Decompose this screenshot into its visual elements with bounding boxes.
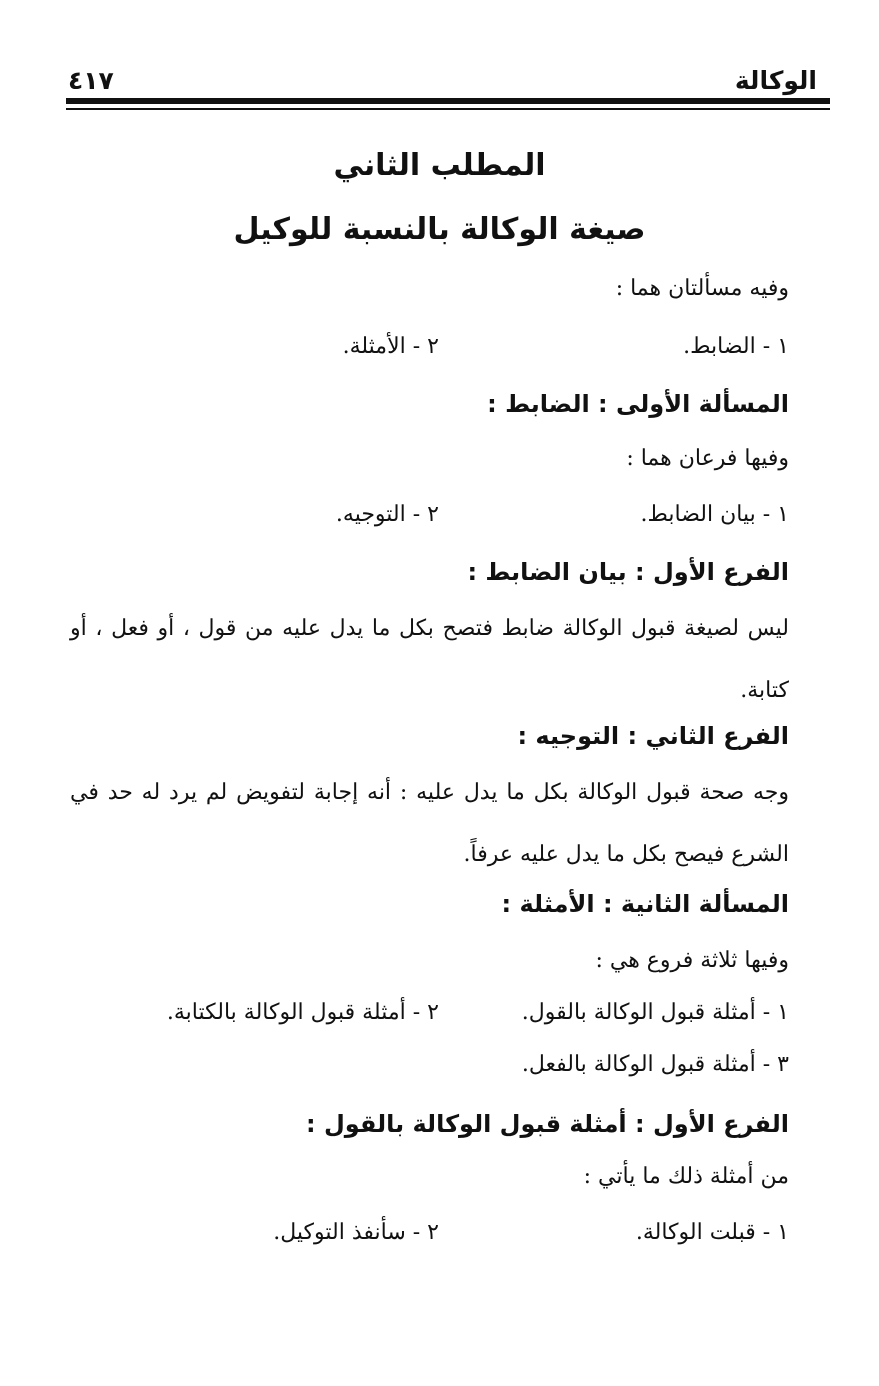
- issue2-branch-3: ٣ - أمثلة قبول الوكالة بالفعل.: [521, 1052, 789, 1077]
- issue1-branch2-heading: الفرع الثاني : التوجيه :: [517, 722, 789, 750]
- issue2-example-2: ٢ - سأنفذ التوكيل.: [273, 1220, 439, 1245]
- issue2-intro: وفيها ثلاثة فروع هي :: [595, 948, 789, 973]
- issue1-intro: وفيها فرعان هما :: [626, 446, 789, 471]
- section-intro: وفيه مسألتان هما :: [615, 276, 789, 301]
- page-number: ٤١٧: [68, 66, 114, 95]
- issue1-branch1-text: ليس لصيغة قبول الوكالة ضابط فتصح بكل ما يدل عليه من قول ، أو فعل ، أو كتابة.: [70, 616, 789, 703]
- issue2-branch-2: ٢ - أمثلة قبول الوكالة بالكتابة.: [166, 1000, 439, 1025]
- issue2-branch-1: ١ - أمثلة قبول الوكالة بالقول.: [521, 1000, 789, 1025]
- issue1-branch2-text: وجه صحة قبول الوكالة بكل ما يدل عليه : أنه إجابة لتفويض لم يرد له حد في الشرع فيصح بكل ما يدل عليه عرفاً.: [70, 780, 789, 867]
- header-rule-thick: [66, 98, 830, 104]
- issue1-branch1-heading: الفرع الأول : بيان الضابط :: [467, 558, 789, 586]
- section-title: المطلب الثاني: [333, 148, 546, 183]
- section-issue-2: ٢ - الأمثلة.: [342, 334, 439, 359]
- issue1-branch-1: ١ - بيان الضابط.: [640, 502, 789, 527]
- issue2-heading: المسألة الثانية : الأمثلة :: [501, 890, 789, 918]
- section-issue-1: ١ - الضابط.: [683, 334, 789, 359]
- running-header-title: الوكالة: [734, 66, 817, 95]
- issue2-example-1: ١ - قبلت الوكالة.: [635, 1220, 789, 1245]
- section-subtitle: صيغة الوكالة بالنسبة للوكيل: [233, 212, 646, 247]
- issue1-branch-2: ٢ - التوجيه.: [335, 502, 439, 527]
- header-rule-thin: [66, 108, 830, 110]
- issue2-branch1-heading: الفرع الأول : أمثلة قبول الوكالة بالقول :: [306, 1110, 789, 1138]
- issue2-branch1-intro: من أمثلة ذلك ما يأتي :: [583, 1164, 789, 1189]
- issue1-heading: المسألة الأولى : الضابط :: [487, 390, 789, 418]
